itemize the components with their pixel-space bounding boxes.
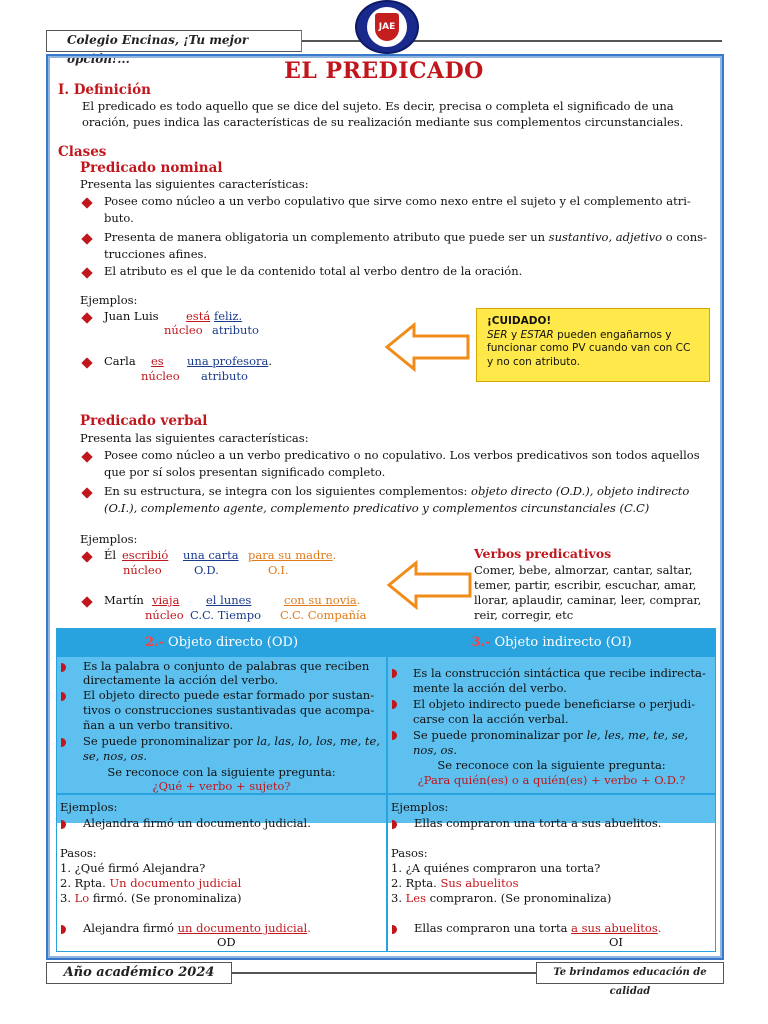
nominal-ex2-verb: es xyxy=(151,354,164,368)
nominal-ex1-attr: feliz. xyxy=(214,309,243,323)
bullet-icon xyxy=(61,925,66,934)
footer-year: Año académico 2024 xyxy=(46,962,232,984)
od-bullet-2c: ñan a un verbo transitivo. xyxy=(83,718,234,732)
od-bullet-2b: tivos o construcciones sustantivadas que acompa- xyxy=(83,703,375,717)
od-final-example: Alejandra firmó un documento judicial. xyxy=(83,921,311,935)
oi-pasos-label: Pasos: xyxy=(391,846,428,860)
od-header: 2.- Objeto directo (OD) xyxy=(57,629,386,657)
verbal-bullet-2b: (O.I.), complemento agente, complemento predicativo y complementos circunstanciales (C.C) xyxy=(104,501,650,515)
cuidado-line-2: funcionar como PV cuando van con CC xyxy=(487,342,691,354)
footer-slogan: Te brindamos educación de calidad xyxy=(536,962,724,984)
school-header: Colegio Encinas, ¡Tu mejor opción!... xyxy=(46,30,302,52)
oi-pregunta: Se reconoce con la siguiente pregunta: xyxy=(437,758,666,772)
oi-final-label: OI xyxy=(609,935,623,949)
oi-paso-2: 2. Rpta. Sus abuelitos xyxy=(391,876,519,890)
verbos-predicativos-title: Verbos predicativos xyxy=(474,546,612,561)
logo-shield-icon: JAE xyxy=(375,13,399,41)
nominal-ex1-subject: Juan Luis xyxy=(104,309,159,323)
nominal-ex1-verb: está xyxy=(186,309,211,323)
nominal-bullet-1a: Posee como núcleo a un verbo copulativo que sirve como nexo entre el sujeto y el complemento atri- xyxy=(104,194,691,208)
nominal-ex1-label-nucleo: núcleo xyxy=(164,323,203,337)
oi-bullet-3b: nos, os. xyxy=(413,743,458,757)
bullet-icon xyxy=(61,820,66,829)
oi-bullet-3a: Se puede pronominalizar por le, les, me, te, se, xyxy=(413,728,689,742)
od-bullet-1b: directamente la acción del verbo. xyxy=(83,673,279,687)
oi-final-example: Ellas compraron una torta a sus abuelitos. xyxy=(414,921,662,935)
school-logo xyxy=(355,0,419,54)
oi-ejemplos-label: Ejemplos: xyxy=(391,800,449,814)
od-paso-2: 2. Rpta. Un documento judicial xyxy=(60,876,242,890)
nominal-bullet-3: El atributo es el que le da contenido total al verbo dentro de la oración. xyxy=(104,264,523,278)
od-bullet-3a: Se puede pronominalizar por la, las, lo, los, me, te, xyxy=(83,734,380,748)
footer-divider xyxy=(232,972,536,974)
oi-formula: ¿Para quién(es) o a quién(es) + verbo + O.D.? xyxy=(417,773,686,787)
verbal-ex2-ccc-wrap: con su novia. xyxy=(284,593,361,607)
oi-header: 3.- Objeto indirecto (OI) xyxy=(388,629,715,657)
definicion-heading: I. Definición xyxy=(58,82,151,98)
od-pregunta: Se reconoce con la siguiente pregunta: xyxy=(107,765,336,779)
verbal-ex2-verb: viaja xyxy=(152,593,180,607)
verbal-ex1-label-nucleo: núcleo xyxy=(123,563,162,577)
nominal-bullet-1b: buto. xyxy=(104,211,134,225)
verbal-ex1-verb: escribió xyxy=(122,548,169,562)
oi-paso-3: 3. Les compraron. (Se pronominaliza) xyxy=(391,891,612,905)
od-oi-table xyxy=(56,628,716,952)
verbos-predicativos-line-3: llorar, aplaudir, caminar, leer, comprar, xyxy=(474,593,702,607)
od-ejemplos-label: Ejemplos: xyxy=(60,800,118,814)
verbal-ex1-label-oi: O.I. xyxy=(268,563,289,577)
bullet-icon xyxy=(392,820,397,829)
oi-bullet-2b: carse con la acción verbal. xyxy=(413,712,569,726)
oi-paso-1: 1. ¿A quiénes compraron una torta? xyxy=(391,861,601,875)
oi-bullet-2a: El objeto indirecto puede beneficiarse o perjudi- xyxy=(413,697,696,711)
arrow-left-icon xyxy=(386,560,474,610)
verbal-intro: Presenta las siguientes características: xyxy=(80,431,309,445)
oi-example: Ellas compraron una torta a sus abuelitos. xyxy=(414,816,662,830)
verbal-ex2-cct: el lunes xyxy=(206,593,252,607)
table-column-divider xyxy=(386,629,388,951)
verbal-heading: Predicado verbal xyxy=(80,413,208,429)
nominal-ex2-subject: Carla xyxy=(104,354,136,368)
nominal-ejemplos-label: Ejemplos: xyxy=(80,293,138,307)
nominal-bullet-2a: Presenta de manera obligatoria un complemento atributo que puede ser un sustantivo, adjetivo o cons- xyxy=(104,230,707,244)
od-example: Alejandra firmó un documento judicial. xyxy=(83,816,311,830)
od-bullet-3b: se, nos, os. xyxy=(83,749,148,763)
cuidado-line-3: y no con atributo. xyxy=(487,355,580,368)
cuidado-line-1: SER y ESTAR pueden engañarnos y xyxy=(487,328,672,341)
od-paso-1: 1. ¿Qué firmó Alejandra? xyxy=(60,861,206,875)
arrow-left-icon xyxy=(384,322,472,372)
nominal-ex2-label-atributo: atributo xyxy=(201,369,248,383)
verbal-ex1-subject: Él xyxy=(104,548,117,562)
nominal-ex1-label-atributo: atributo xyxy=(212,323,259,337)
verbal-ex1-label-od: O.D. xyxy=(194,563,219,577)
clases-heading: Clases xyxy=(58,144,107,160)
page-title: EL PREDICADO xyxy=(284,58,484,84)
verbos-predicativos-line-2: temer, partir, escribir, escuchar, amar, xyxy=(474,578,697,592)
od-bullet-2a: El objeto directo puede estar formado por sustan- xyxy=(83,688,375,702)
od-final-label: OD xyxy=(217,935,236,949)
definicion-text-2: oración, pues indica las características de su realización mediante sus complementos circunstanciales. xyxy=(82,115,684,129)
cuidado-warning-box xyxy=(476,308,710,382)
verbos-predicativos-line-4: reir, corregir, etc xyxy=(474,608,574,622)
od-pasos-label: Pasos: xyxy=(60,846,97,860)
verbal-ex2-label-cct: C.C. Tiempo xyxy=(190,608,262,622)
verbal-bullet-1b: que por sí solos presentan significado completo. xyxy=(104,465,386,479)
nominal-intro: Presenta las siguientes características: xyxy=(80,177,309,191)
nominal-ex2-attr-wrap: una profesora. xyxy=(187,354,273,368)
verbos-predicativos-line-1: Comer, bebe, almorzar, cantar, saltar, xyxy=(474,563,693,577)
definicion-text-1: El predicado es todo aquello que se dice del sujeto. Es decir, precisa o completa el significado de una xyxy=(82,99,674,113)
verbal-ejemplos-label: Ejemplos: xyxy=(80,532,138,546)
verbal-ex1-oi-wrap: para su madre. xyxy=(248,548,337,562)
verbal-bullet-2a: En su estructura, se integra con los siguientes complementos: objeto directo (O.D.), objeto indirecto xyxy=(104,484,690,498)
nominal-ex2-label-nucleo: núcleo xyxy=(141,369,180,383)
cuidado-title: ¡CUIDADO! xyxy=(487,315,552,327)
od-paso-3: 3. Lo firmó. (Se pronominaliza) xyxy=(60,891,242,905)
verbal-ex2-label-ccc: C.C. Compañía xyxy=(280,608,367,622)
od-formula: ¿Qué + verbo + sujeto? xyxy=(152,779,291,793)
verbal-ex2-label-nucleo: núcleo xyxy=(145,608,184,622)
oi-bullet-1b: mente la acción del verbo. xyxy=(413,681,567,695)
od-bullet-1a: Es la palabra o conjunto de palabras que reciben xyxy=(83,659,370,673)
bullet-icon xyxy=(392,925,397,934)
oi-bullet-1a: Es la construcción sintáctica que recibe indirecta- xyxy=(413,666,706,680)
verbal-ex1-od: una carta xyxy=(183,548,239,562)
nominal-bullet-2b: trucciones afines. xyxy=(104,247,208,261)
nominal-heading: Predicado nominal xyxy=(80,160,223,176)
verbal-bullet-1a: Posee como núcleo a un verbo predicativo o no copulativo. Los verbos predicativos son todos aquellos xyxy=(104,448,700,462)
verbal-ex2-subject: Martín xyxy=(104,593,144,607)
